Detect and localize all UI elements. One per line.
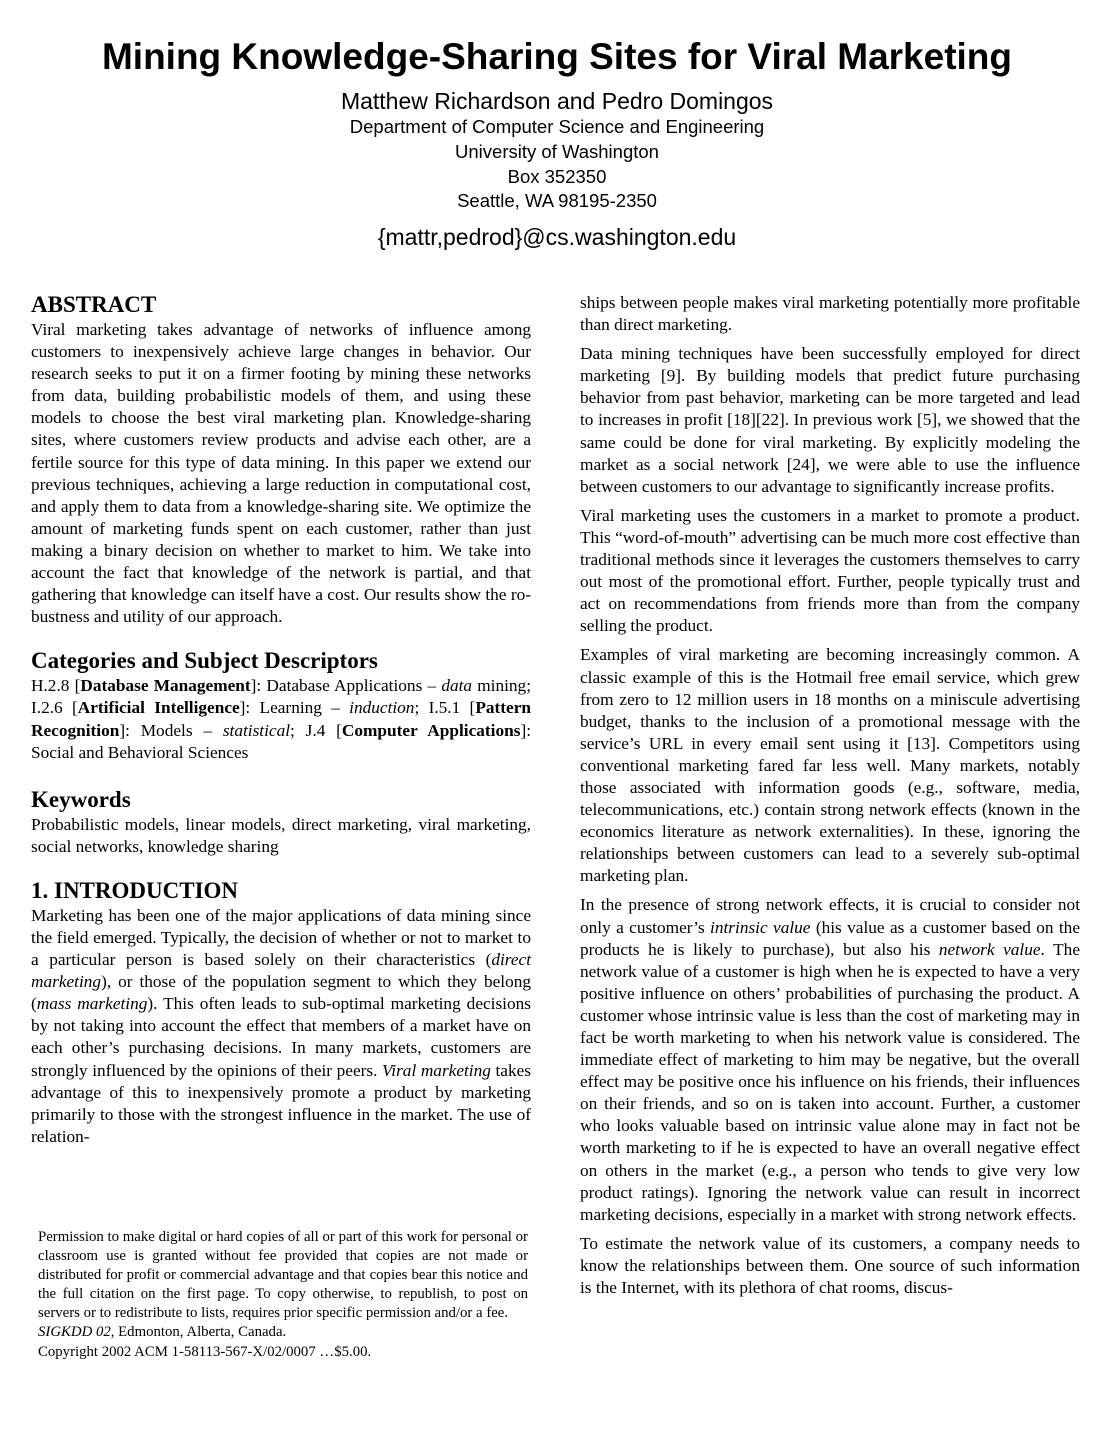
affiliation-line: Department of Computer Science and Engineering [349, 116, 765, 137]
paragraph: Examples of viral marketing are becoming increasingly common. A classic example of this is the Hotmail free email service, which grew from zero to 12 million users in 18 months on a miniscule advertising budget, thanks to the inclusion of a promotional message with the service’s URL in every email sent using it [13]. Competitors using conventional marketing fared far less well. Many markets, notably those associated with information goods (e.g., software, media, telecommunications, etc.) contain strong network effects (known in the economics literature as network externalities). In these, ignoring the relationships between customers can lead to a severely sub-optimal marketing plan. [580, 645, 1080, 886]
paragraph: Viral marketing uses the customers in a market to promote a product. This “word-of-mouth” advertising can be much more cost effective than traditional methods since it leverages the customers themselves to carry out most of the promotional effort. Further, people typically trust and act on recommendations from friends more than from the company selling the product. [580, 505, 1080, 636]
paragraph: ships between people makes viral marketing potentially more profitable than direct marketing. [580, 293, 1080, 335]
affiliation-line: Box 352350 [507, 165, 607, 187]
abstract-text: Viral marketing takes advantage of networks of influence among customers to inexpensively achieve large changes in behavior. Our research seeks to put it on a firmer footing by mining these networks from data, building probabilistic models of them, and using these models to choose the best viral marketing plan. Knowledge-sharing sites, where customers review products and advise each other, are a fertile source for this type of data mining. In this paper we extend our previous techniques, achieving a large reduction in computational cost, and apply them to data from a knowledge-sharing site. We optimize the amount of marketing funds spent on each customer, rather than just making a binary decision on whether to market to him. We take into account the fact that knowledge of the network is partial, and that gathering that knowledge can itself have a cost. Our results show the robustness and utility of our approach. [31, 320, 531, 627]
venue-line: SIGKDD 02, Edmonton, Alberta, Canada. [38, 1324, 287, 1341]
permission-text: Permission to make digital or hard copies of all or part of this work for personal or classroom use is granted without fee provided that copies are not made or distributed for profit or commercial advantage and that copies bear this notice and the full citation on the first page. To copy otherwise, to republish, to post on servers or to redistribute to lists, requires prior specific permission and/or a fee. [38, 1229, 528, 1322]
left-column [31, 291, 531, 1148]
paper-authors: Matthew Richardson and Pedro Domingos [340, 88, 774, 114]
categories-text: H.2.8 [Database Management]: Database Applications – data mining; I.2.6 [Artificial Intelligence]: Learning – induction; I.5.1 [Pattern Recognition]: Models – statistical; J.4 [Computer Applications]: Social and Behavioral Sciences [31, 676, 532, 762]
keywords-heading: Keywords [31, 786, 131, 812]
affiliation [0, 115, 1114, 214]
copyright-line: Copyright 2002 ACM 1-58113-567-X/02/0007 …$5.00. [38, 1343, 372, 1360]
paper-title: Mining Knowledge-Sharing Sites for Viral Marketing [101, 36, 1013, 77]
author-email: {mattr,pedrod}@cs.washington.edu [377, 224, 737, 250]
paragraph: To estimate the network value of its customers, a company needs to know the relationships between them. One source of such information is the Internet, with its plethora of chat rooms, discus- [580, 1233, 1080, 1298]
paragraph: Data mining techniques have been successfully employed for direct marketing [9]. By building models that predict future purchasing behavior from past behavior, marketing can be more targeted and lead to increases in profit [18][22]. In previous work [5], we showed that the same could be done for viral marketing. By explicitly modeling the market as a social network [24], we were able to use the influence between customers to our advantage to significantly increase profits. [580, 344, 1080, 496]
affiliation-line: Seattle, WA 98195-2350 [457, 190, 657, 212]
right-column [580, 292, 1080, 1306]
introduction-heading: 1. INTRODUCTION [31, 877, 239, 903]
affiliation-line: University of Washington [455, 140, 659, 162]
abstract-heading: ABSTRACT [31, 292, 157, 317]
paragraph: In the presence of strong network effects, it is crucial to consider not only a customer’s intrinsic value (his value as a customer based on the products he is likely to purchase), but also his network value. The network value of a customer is high when he is expected to have a very positive influence on others’ probabilities of purchasing the product. A customer whose intrinsic value is less than the cost of marketing may in fact be worth marketing to when his network value is considered. The immediate effect of marketing to him may be negative, but the overall effect may be positive once his influence on his friends, their influences on their friends, and so on is taken into account. Further, a customer who looks valuable based on intrinsic value alone may in fact not be worth marketing to if he is expected to have an overall negative effect on others in the market (e.g., a person who tends to give very low product ratings). Ignoring the network value can result in incorrect marketing decisions, especially in a market with strong network effects. [580, 895, 1080, 1224]
permission-footnote [38, 1228, 528, 1362]
keywords-text: Probabilistic models, linear models, direct marketing, viral marketing, social networks, knowledge sharing [31, 814, 531, 856]
categories-heading: Categories and Subject Descriptors [31, 648, 378, 674]
introduction-text: Marketing has been one of the major applications of data mining since the field emerged. Typically, the decision of whether or not to market to a particular person is based solely on their characteristics (direct marketing), or those of the population segment to which they belong (mass marketing). This often leads to sub-optimal marketing decisions by not taking into account the effect that members of a market have on each other’s purchasing decisions. In many markets, customers are strongly influenced by the opinions of their peers. Viral marketing takes advantage of this to inexpensively promote a product by marketing primarily to those with the strongest influence in the market. The use of relation- [31, 905, 531, 1146]
